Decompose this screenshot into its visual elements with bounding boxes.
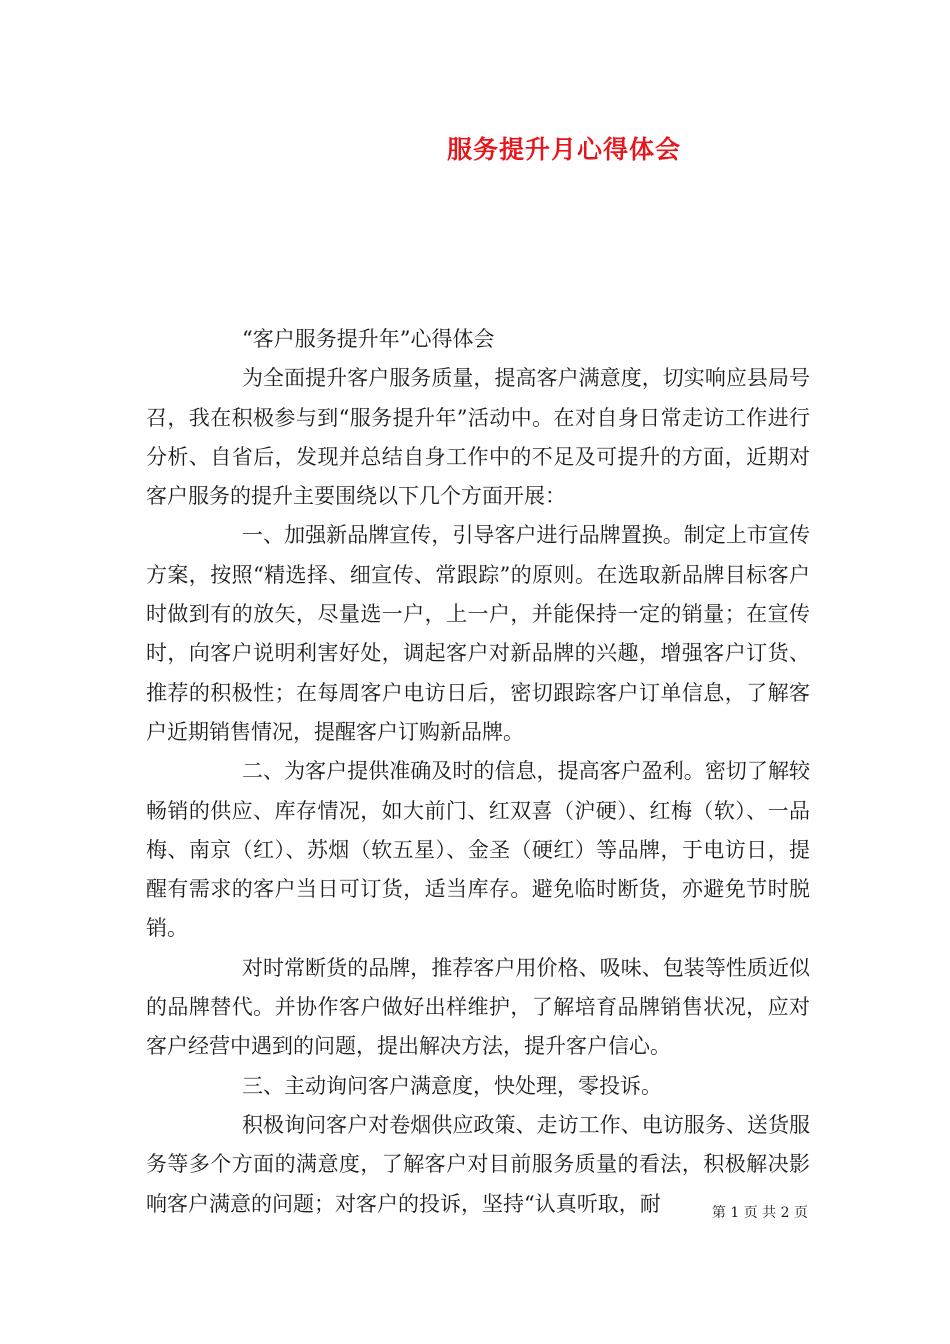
- document-body: [146, 320, 810, 1224]
- paragraph-point-two: 二、为客户提供准确及时的信息，提高客户盈利。密切了解较畅销的供应、库存情况，如大前门、红双喜（沪硬）、红梅（软）、一品梅、南京（红）、苏烟（软五星）、金圣（硬红）等品牌，于电访日，提醒有需求的客户当日可订货，适当库存。避免临时断货，亦避免节时脱销。: [146, 759, 810, 941]
- paragraph-intro: 为全面提升客户服务质量，提高客户满意度，切实响应县局号召，我在积极参与到“服务提升年”活动中。在对自身日常走访工作进行分析、自省后，发现并总结自身工作中的不足及可提升的方面，近期对客户服务的提升主要围绕以下几个方面开展：: [146, 366, 810, 509]
- paragraph-satisfaction: 积极询问客户对卷烟供应政策、走访工作、电访服务、送货服务等多个方面的满意度，了解客户对目前服务质量的看法，积极解决影响客户满意的问题；对客户的投诉，坚持“认真听取，耐: [146, 1112, 810, 1216]
- paragraph-point-three: 三、主动询问客户满意度，快处理，零投诉。: [242, 1073, 662, 1098]
- page-number-footer: 第 1 页 共 2 页: [711, 1205, 808, 1221]
- section-heading: “客户服务提升年”心得体会: [242, 327, 495, 351]
- paragraph-point-one: 一、加强新品牌宣传，引导客户进行品牌置换。制定上市宣传方案，按照“精选择、细宣传、常跟踪”的原则。在选取新品牌目标客户时做到有的放矢，尽量选一户，上一户，并能保持一定的销量；在宣传时，向客户说明利害好处，调起客户对新品牌的兴趣，增强客户订货、推荐的积极性；在每周客户电访日后，密切跟踪客户订单信息，了解客户近期销售情况，提醒客户订购新品牌。: [146, 523, 810, 744]
- paragraph-substitution: 对时常断货的品牌，推荐客户用价格、吸味、包装等性质近似的品牌替代。并协作客户做好出样维护，了解培育品牌销售状况，应对客户经营中遇到的问题，提出解决方法，提升客户信心。: [146, 955, 810, 1059]
- document-title: 服务提升月心得体会: [446, 135, 681, 164]
